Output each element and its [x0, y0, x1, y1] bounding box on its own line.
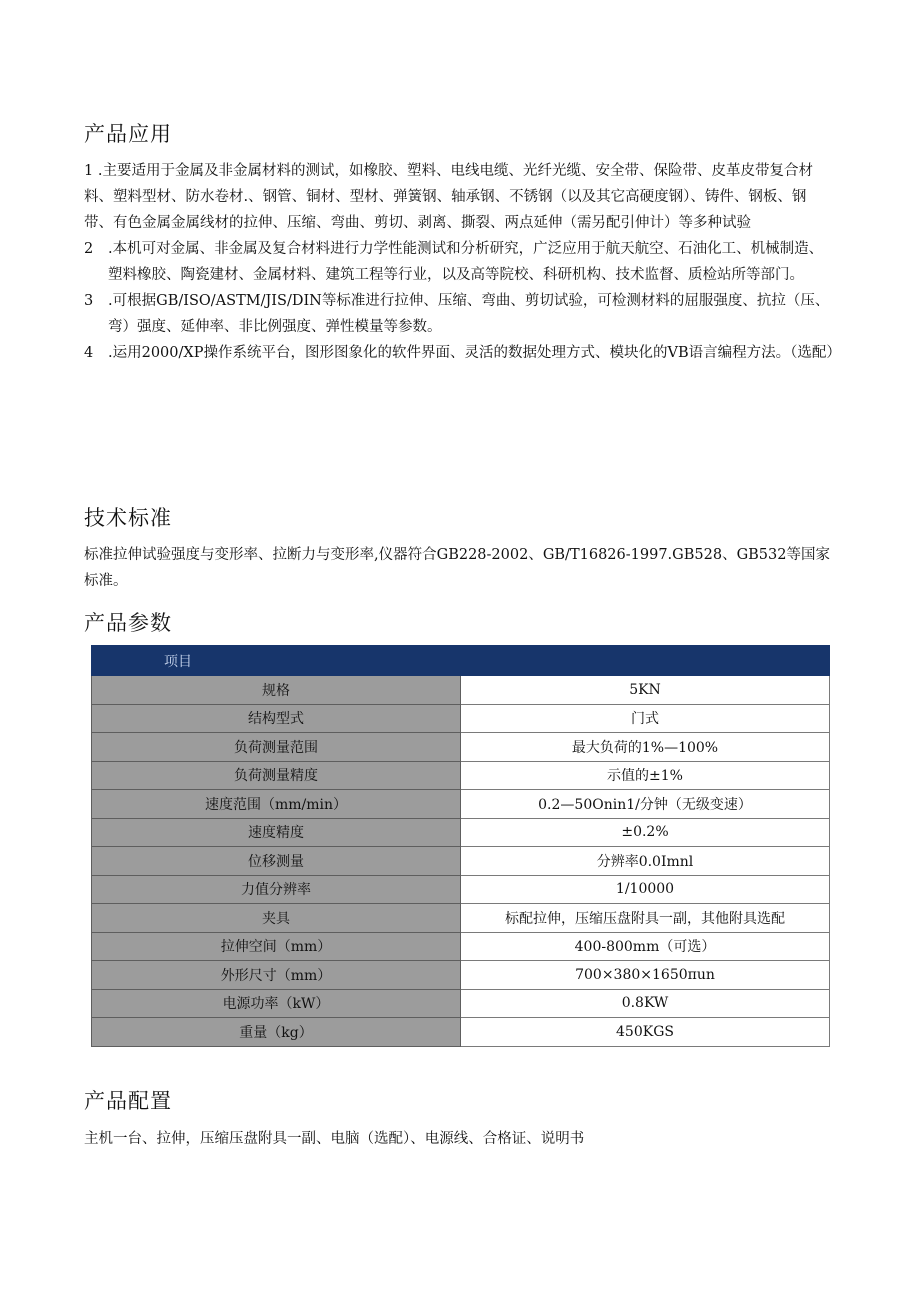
section-heading-config: 产品配置	[84, 1089, 172, 1113]
list-item	[84, 340, 841, 366]
param-value: 分辨率0.0Imnl	[461, 847, 830, 876]
table-row	[92, 676, 830, 705]
section-heading-params: 产品参数	[84, 611, 172, 635]
standard-text: 标准拉伸试验强度与变形率、拉断力与变形率,仪器符合GB228-2002、GB/T16826-1997.GB528、GB532等国家标准。	[84, 547, 830, 589]
param-value: 0.8KW	[461, 989, 830, 1018]
table-header-row	[92, 646, 830, 676]
param-value: ±0.2%	[461, 818, 830, 847]
application-list	[84, 158, 841, 366]
param-value: 700×380×1650πun	[461, 961, 830, 990]
param-label: 速度范围（mm/min）	[92, 790, 461, 819]
param-label: 位移测量	[92, 847, 461, 876]
param-value: 450KGS	[461, 1018, 830, 1047]
param-value: 0.2—50Onin1/分钟（无级变速）	[461, 790, 830, 819]
table-row	[92, 875, 830, 904]
list-item	[84, 236, 834, 288]
table-row	[92, 932, 830, 961]
section-heading-application: 产品应用	[84, 122, 172, 146]
config-text: 主机一台、拉伸，压缩压盘附具一副、电脑（选配）、电源线、合格证、说明书	[84, 1131, 585, 1147]
param-label: 力值分辨率	[92, 875, 461, 904]
table-row	[92, 989, 830, 1018]
list-item	[84, 158, 834, 236]
param-label: 重量（kg）	[92, 1018, 461, 1047]
list-item-number: 2	[84, 241, 94, 257]
param-value: 门式	[461, 704, 830, 733]
table-row	[92, 818, 830, 847]
param-label: 拉伸空间（mm）	[92, 932, 461, 961]
param-label: 负荷测量范围	[92, 733, 461, 762]
table-row	[92, 790, 830, 819]
param-label: 规格	[92, 676, 461, 705]
list-item-number: 3	[84, 293, 94, 309]
list-item-number: 1	[84, 163, 94, 179]
table-row	[92, 904, 830, 933]
table-row	[92, 761, 830, 790]
param-label: 负荷测量精度	[92, 761, 461, 790]
list-item-text: .主要适用于金属及非金属材料的测试，如橡胶、塑料、电线电缆、光纤光缆、安全带、保险带、皮革皮带复合材料、塑料型材、防水卷材.、钢管、铜材、型材、弹簧钢、轴承钢、不锈钢（以及其它高硬度钢）、铸件、钢板、钢带、有色金属金属线材的拉伸、压缩、弯曲、剪切、剥离、撕裂、两点延伸（需另配引伸计）等多种试验	[84, 163, 813, 231]
table-row	[92, 704, 830, 733]
param-value: 5KN	[461, 676, 830, 705]
param-value: 示值的±1%	[461, 761, 830, 790]
table-header-label: 项目	[92, 646, 830, 676]
list-item	[84, 288, 834, 340]
param-value: 1/10000	[461, 875, 830, 904]
list-item-number: 4	[84, 345, 94, 361]
param-value: 标配拉伸，压缩压盘附具一副，其他附具选配	[461, 904, 830, 933]
param-label: 外形尺寸（mm）	[92, 961, 461, 990]
list-item-text: .本机可对金属、非金属及复合材料进行力学性能测试和分析研究，广泛应用于航天航空、石油化工、机械制造、塑料橡胶、陶瓷建材、金属材料、建筑工程等行业，以及高等院校、科研机构、技术监督、质检站所等部门。	[108, 241, 824, 283]
table-row	[92, 961, 830, 990]
section-heading-standard: 技术标准	[84, 506, 172, 530]
param-label: 结构型式	[92, 704, 461, 733]
table-row	[92, 1018, 830, 1047]
table-row	[92, 847, 830, 876]
list-item-text: .可根据GB/ISO/ASTM/JIS/DIN等标准进行拉伸、压缩、弯曲、剪切试验，可检测材料的屈服强度、抗拉（压、弯）强度、延伸率、非比例强度、弹性模量等参数。	[108, 293, 830, 335]
param-label: 速度精度	[92, 818, 461, 847]
param-label: 电源功率（kW）	[92, 989, 461, 1018]
list-item-text: .运用2000/XP操作系统平台，图形图象化的软件界面、灵活的数据处理方式、模块化的VB语言编程方法。（选配）	[108, 345, 841, 361]
param-value: 最大负荷的1%—100%	[461, 733, 830, 762]
param-value: 400-800mm（可选）	[461, 932, 830, 961]
param-label: 夹具	[92, 904, 461, 933]
params-table	[91, 645, 830, 1047]
table-row	[92, 733, 830, 762]
